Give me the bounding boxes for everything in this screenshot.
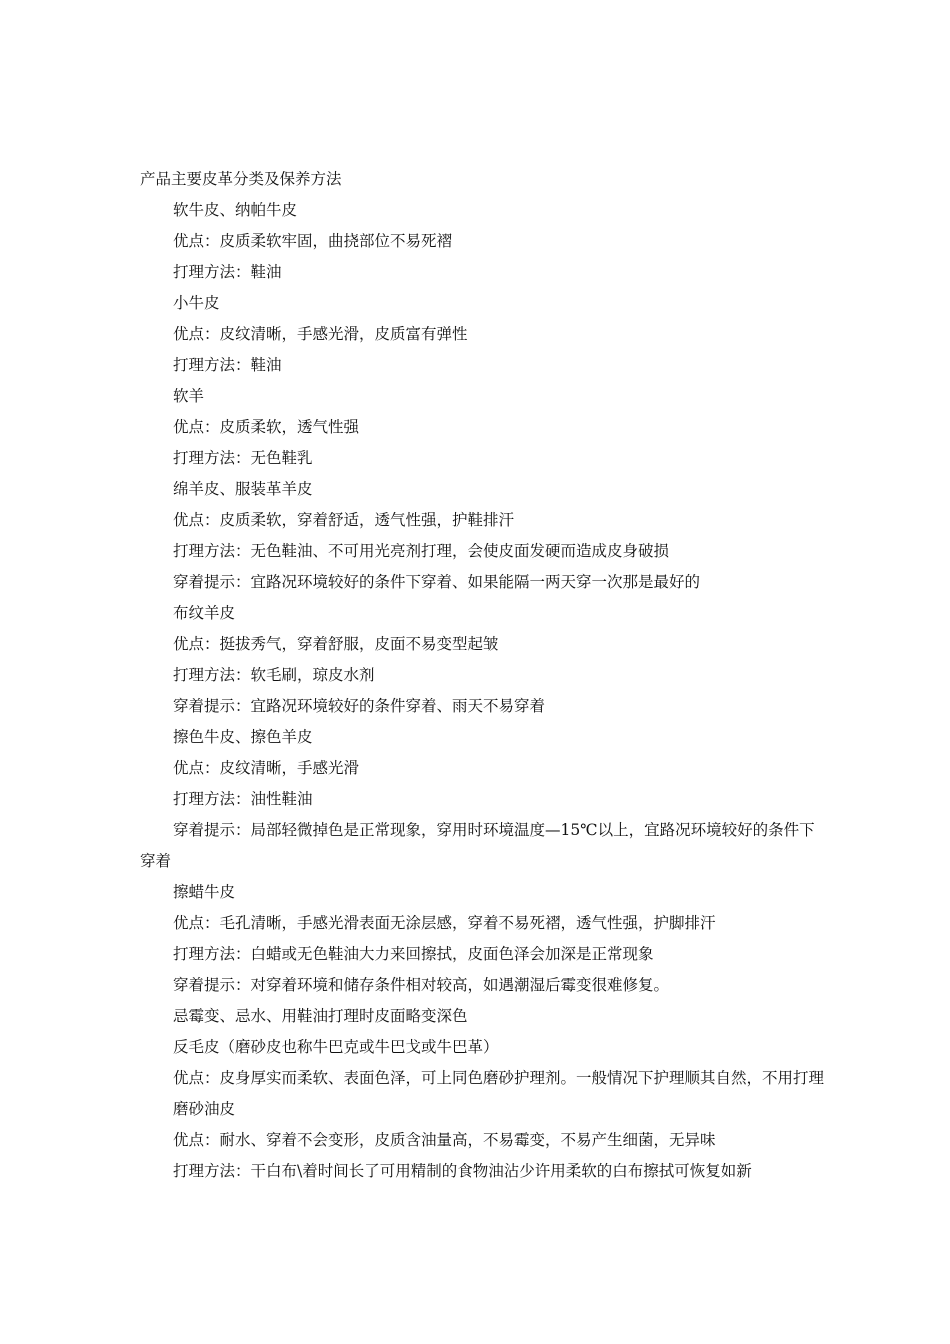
body-paragraph: 忌霉变、忌水、用鞋油打理时皮面略变深色 <box>173 1007 468 1025</box>
body-paragraph: 优点：耐水、穿着不会变形，皮质含油量高，不易霉变，不易产生细菌，无异味 <box>173 1131 716 1149</box>
body-paragraph: 擦蜡牛皮 <box>173 883 236 901</box>
body-paragraph: 小牛皮 <box>173 294 220 312</box>
body-paragraph: 穿着提示：对穿着环境和储存条件相对较高，如遇潮湿后霉变很难修复。 <box>173 976 670 994</box>
body-paragraph: 擦色牛皮、擦色羊皮 <box>173 728 313 746</box>
body-paragraph: 优点：皮质柔软，透气性强 <box>173 418 360 436</box>
body-paragraph: 穿着提示：局部轻微掉色是正常现象，穿用时环境温度—15℃以上，宜路况环境较好的条件下穿着 <box>140 821 815 870</box>
body-paragraph: 打理方法：软毛刷，琼皮水剂 <box>173 666 375 684</box>
body-paragraph: 打理方法：白蜡或无色鞋油大力来回擦拭，皮面色泽会加深是正常现象 <box>173 945 654 963</box>
body-paragraph: 打理方法：干白布\着时间长了可用精制的食物油沾少许用柔软的白布擦拭可恢复如新 <box>173 1162 752 1180</box>
body-paragraph: 优点：皮纹清晰，手感光滑，皮质富有弹性 <box>173 325 468 343</box>
body-paragraph: 优点：皮纹清晰，手感光滑 <box>173 759 360 777</box>
body-paragraph: 布纹羊皮 <box>173 604 236 622</box>
body-paragraph: 优点：皮质柔软牢固，曲挠部位不易死褶 <box>173 232 453 250</box>
body-paragraph: 打理方法：油性鞋油 <box>173 790 313 808</box>
body-paragraph: 优点：毛孔清晰，手感光滑表面无涂层感，穿着不易死褶，透气性强，护脚排汗 <box>173 914 716 932</box>
body-paragraph: 软牛皮、纳帕牛皮 <box>173 201 298 219</box>
document-body <box>140 195 830 1187</box>
body-paragraph: 打理方法：鞋油 <box>173 263 282 281</box>
body-paragraph: 优点：挺拔秀气，穿着舒服，皮面不易变型起皱 <box>173 635 499 653</box>
body-paragraph: 穿着提示：宜路况环境较好的条件下穿着、如果能隔一两天穿一次那是最好的 <box>173 573 701 591</box>
body-paragraph: 反毛皮（磨砂皮也称牛巴克或牛巴戈或牛巴革） <box>173 1038 499 1056</box>
document-title: 产品主要皮革分类及保养方法 <box>140 170 342 188</box>
body-paragraph: 磨砂油皮 <box>173 1100 236 1118</box>
body-paragraph: 软羊 <box>173 387 205 405</box>
body-paragraph: 优点：皮身厚实而柔软、表面色泽，可上同色磨砂护理剂。一般情况下护理顺其自然，不用打理 <box>173 1069 825 1087</box>
body-paragraph: 绵羊皮、服装革羊皮 <box>173 480 313 498</box>
document-page <box>140 164 830 1187</box>
body-paragraph: 优点：皮质柔软，穿着舒适，透气性强，护鞋排汗 <box>173 511 515 529</box>
body-paragraph: 打理方法：无色鞋乳 <box>173 449 313 467</box>
body-paragraph: 穿着提示：宜路况环境较好的条件穿着、雨天不易穿着 <box>173 697 546 715</box>
body-paragraph: 打理方法：鞋油 <box>173 356 282 374</box>
body-paragraph: 打理方法：无色鞋油、不可用光亮剂打理，会使皮面发硬而造成皮身破损 <box>173 542 670 560</box>
